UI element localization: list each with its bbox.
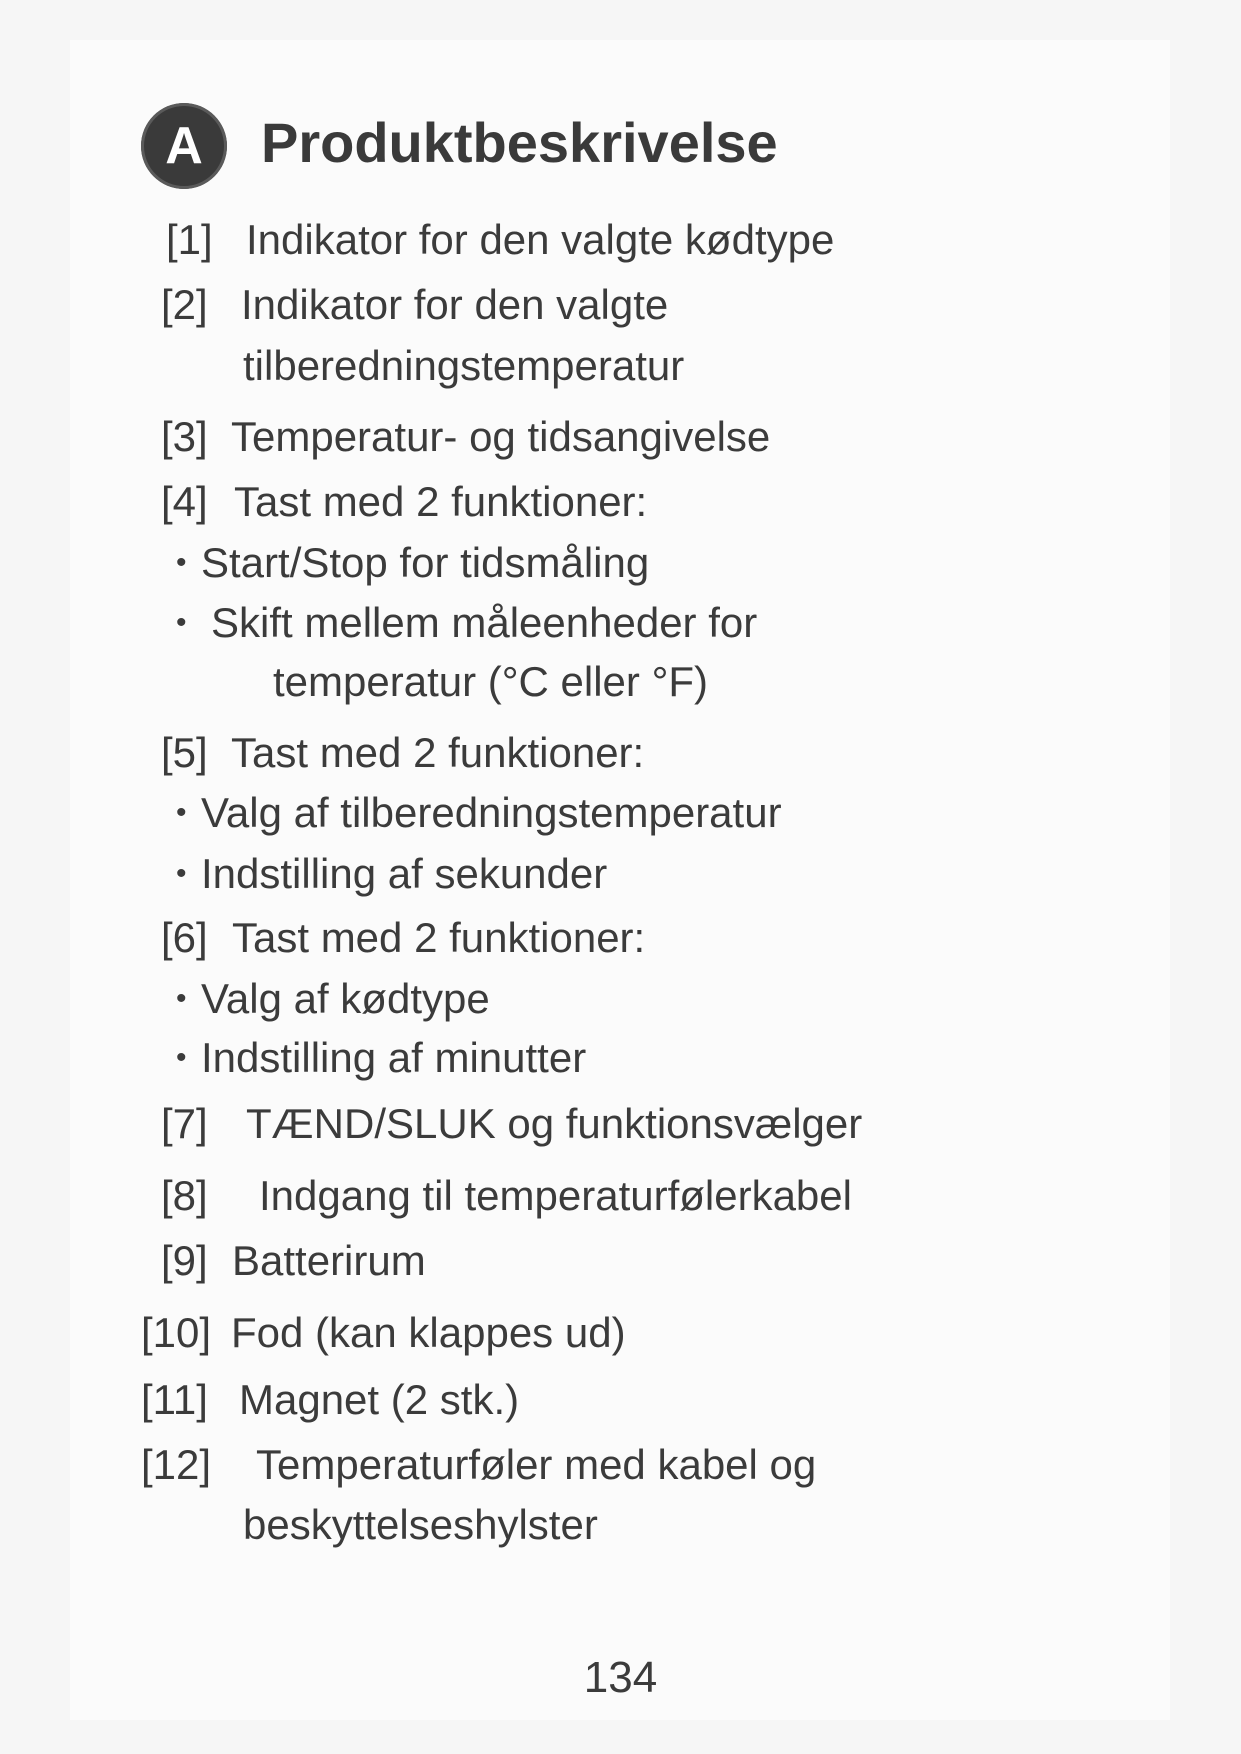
item-number: [9] <box>161 1237 208 1284</box>
item-number: [6] <box>161 914 208 961</box>
bullet-icon: • <box>176 546 187 579</box>
item-text: Magnet (2 stk.) <box>239 1376 520 1423</box>
bullet-icon: • <box>176 796 187 829</box>
section-title: Produktbeskrivelse <box>261 111 778 174</box>
bullet-text-continuation: temperatur (°C eller °F) <box>273 658 709 705</box>
item-text: Tast med 2 funktioner: <box>231 729 645 776</box>
bullet-text: Valg af kødtype <box>201 975 490 1022</box>
item-text: TÆND/SLUK og funktionsvælger <box>246 1100 863 1147</box>
item-number: [1] <box>166 216 213 263</box>
bullet-icon: • <box>176 606 187 639</box>
bullet-text: Indstilling af minutter <box>201 1034 587 1081</box>
item-text: Indikator for den valgte <box>241 281 669 328</box>
item-number: [8] <box>161 1172 208 1219</box>
item-text: Tast med 2 funktioner: <box>234 478 648 525</box>
item-text: Tast med 2 funktioner: <box>232 914 646 961</box>
section-badge-icon: A <box>141 103 227 189</box>
item-text: Temperatur- og tidsangivelse <box>231 413 771 460</box>
item-number: [12] <box>141 1441 212 1488</box>
page-number: 134 <box>583 1653 658 1702</box>
item-number: [4] <box>161 478 208 525</box>
item-number: [7] <box>161 1100 208 1147</box>
bullet-text: Start/Stop for tidsmåling <box>201 539 650 586</box>
item-text: Indgang til temperaturfølerkabel <box>259 1172 852 1219</box>
bullet-icon: • <box>176 982 187 1015</box>
item-text-continuation: beskyttelseshylster <box>243 1501 598 1548</box>
item-text: Fod (kan klappes ud) <box>231 1309 626 1356</box>
item-text: Indikator for den valgte kødtype <box>246 216 835 263</box>
item-text-continuation: tilberedningstemperatur <box>243 342 685 389</box>
item-text: Batterirum <box>232 1237 426 1284</box>
item-number: [3] <box>161 413 208 460</box>
item-number: [10] <box>141 1309 212 1356</box>
item-number: [11] <box>141 1376 208 1423</box>
bullet-text: Valg af tilberedningstemperatur <box>201 789 782 836</box>
item-number: [5] <box>161 729 208 776</box>
item-number: [2] <box>161 281 208 328</box>
bullet-text: Skift mellem måleenheder for <box>211 599 758 646</box>
bullet-text: Indstilling af sekunder <box>201 850 608 897</box>
bullet-icon: • <box>176 857 187 890</box>
item-text: Temperaturføler med kabel og <box>256 1441 817 1488</box>
bullet-icon: • <box>176 1041 187 1074</box>
